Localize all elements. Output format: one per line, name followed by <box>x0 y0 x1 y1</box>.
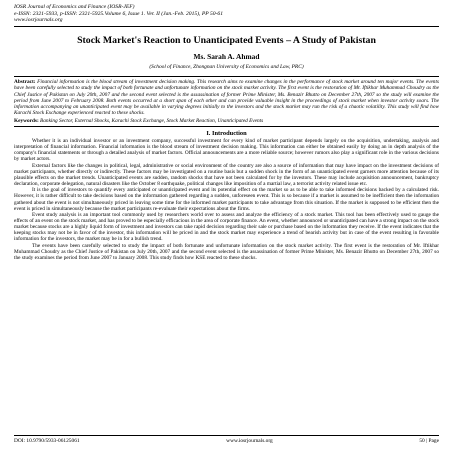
body-paragraph: It is the goal of investors to quantify every anticipated or unanticipated event and its potential effect on the market so as to be able to take informed decisions backed by a calculated risk. However, it is rather difficult to take decisions based on the information gathered regarding a sudden, unforeseen event. This is so because if a market is assumed to be inefficient then the information gathered about the event is not simultaneously priced in leaving some time for the informed market participants to take advantage from this situation. If the market is supposed to be efficient then the event is priced in simultaneously because the market participants re-evaluate their expectations about the firms. <box>14 187 439 212</box>
author-affiliation: (School of Finance, Zhongnan University of Economics and Law, PRC) <box>149 64 304 71</box>
paper-author: Ms. Sarah A. Ahmad <box>193 52 260 62</box>
footer-page-number: 50 | Page <box>419 438 439 444</box>
paper-title: Stock Market's Reaction to Unanticipated Events – A Study of Pakistan <box>77 34 376 46</box>
body-paragraph: Whether it is an individual investor or an investment company, successful investment for every kind of market participant depends largely on the acquisition, undertaking, analysis and interpretation of financial information. Financial information is the blood stream of investment decision making. This information can either be obtained easily by doing an in depth analysis of the company's financial statements or through a detailed analysis of market factors. Official announcements are a more reliable source; however rumors also play a significant role in the various decisions by market actors. <box>14 137 439 163</box>
keywords <box>14 118 439 124</box>
section-heading: I. Introduction <box>206 129 247 137</box>
footer-site[interactable]: www.iosrjournals.org <box>226 438 273 444</box>
body-paragraph: The events have been carefully selected to study the impact of both fortunate and unfortunate information on the stock market activity. The first event is the restoration of Mr. Iftikhar Muhammad Choudry as the Chief Justice of Pakistan on July 20th, 2007 and the second event selected is the assassination of former Prime Minister, Ms. Benazir Bhutto on December 27th, 2007 so the study examines the period from June 2007 to January 2008. This study finds how KSE reacted to these shocks. <box>14 242 439 261</box>
journal-site[interactable]: www.iosrjournals.org <box>14 17 63 24</box>
journal-name: IOSR Journal of Economics and Finance (IOSR-JEF) <box>14 4 135 10</box>
abstract <box>14 79 439 117</box>
header-divider <box>14 26 439 27</box>
abstract-label: Abstract: <box>14 79 36 86</box>
keywords-label: Keywords: <box>14 117 39 124</box>
keywords-text: Banking Sector, External Shocks, Karachi Stock Exchange, Stock Market Reaction, Unanticipated Events <box>40 117 264 124</box>
page-footer <box>14 435 439 444</box>
abstract-box <box>14 76 439 127</box>
body-paragraph: External factors like the changes in political, legal, administrative or social environment of the country are also a source of information that may have impact on the investment decisions of market participants, whether directly or indirectly. These factors may be investigated on a routine basis but a sudden shock in the form of an unanticipated event garners more attention because of its plausible effects on the market trends. Unanticipated events are sudden, random shocks that have not been calculated for by the investors. These may include acquisition announcement, bankruptcy declaration, corporate delegation, natural disasters like the October 8 earthquake, political changes like imposition of a martial law, a terrorist activity related issue etc. <box>14 162 439 188</box>
abstract-text: Financial information is the blood stream of investment decision making. This research aims to examine changes in the performance of stock market around ten major events. The events have been carefully selected to study the impact of both fortunate and unfortunate information on the stock market activity. The first event is the restoration of Mr. Iftikhar Muhammad Choudry as the Chief Justice of Pakistan on July 20th, 2007 and the second event selected is the assassination of former Prime Minister, Ms. Benazir Bhutto on December 27th, 2007 so the study will examine the period from June 2007 to February 2008. Both events occurred at a short span of each other and can provide valuable insight in the proceedings of stock market when investor activity soars. The information accompanying an unanticipated event may be available in varying degrees initially to the investors and the stock market may run the risk of a chaotic volatility. This study will find how Karachi Stock Exchange experienced reacted to these shocks. <box>14 79 439 117</box>
journal-header <box>14 4 439 24</box>
body-paragraph: Event study analysis is an important tool commonly used by researchers world over to assess and analyze the efficiency of a stock market. This tool has been effectively used to gauge the effects of an event on the stock market, and has proved to be especially efficacious in the area of corporate finance. An event, whether announced or unanticipated can have a strong impact on the stock market because stocks are a highly liquid form of investment and investors can take rapid decision regarding their sale or purchase based on the information they receive. If the event indicates that the keeping stocks may not be in favor of the investor, this information will be priced in and the stock market may experience a trend of bearish activity but in case of the event resulting in favorable information for the investors, the market may be in for a bullish trend. <box>14 211 439 243</box>
journal-issn: e-ISSN: 2321-5933, p-ISSN: 2321-5925.Volume 6, Issue 1. Ver. II (Jan.-Feb. 2015), PP 50-61 <box>14 10 223 17</box>
footer-doi: DOI: 10.9790/5933-06125061 <box>14 438 80 444</box>
